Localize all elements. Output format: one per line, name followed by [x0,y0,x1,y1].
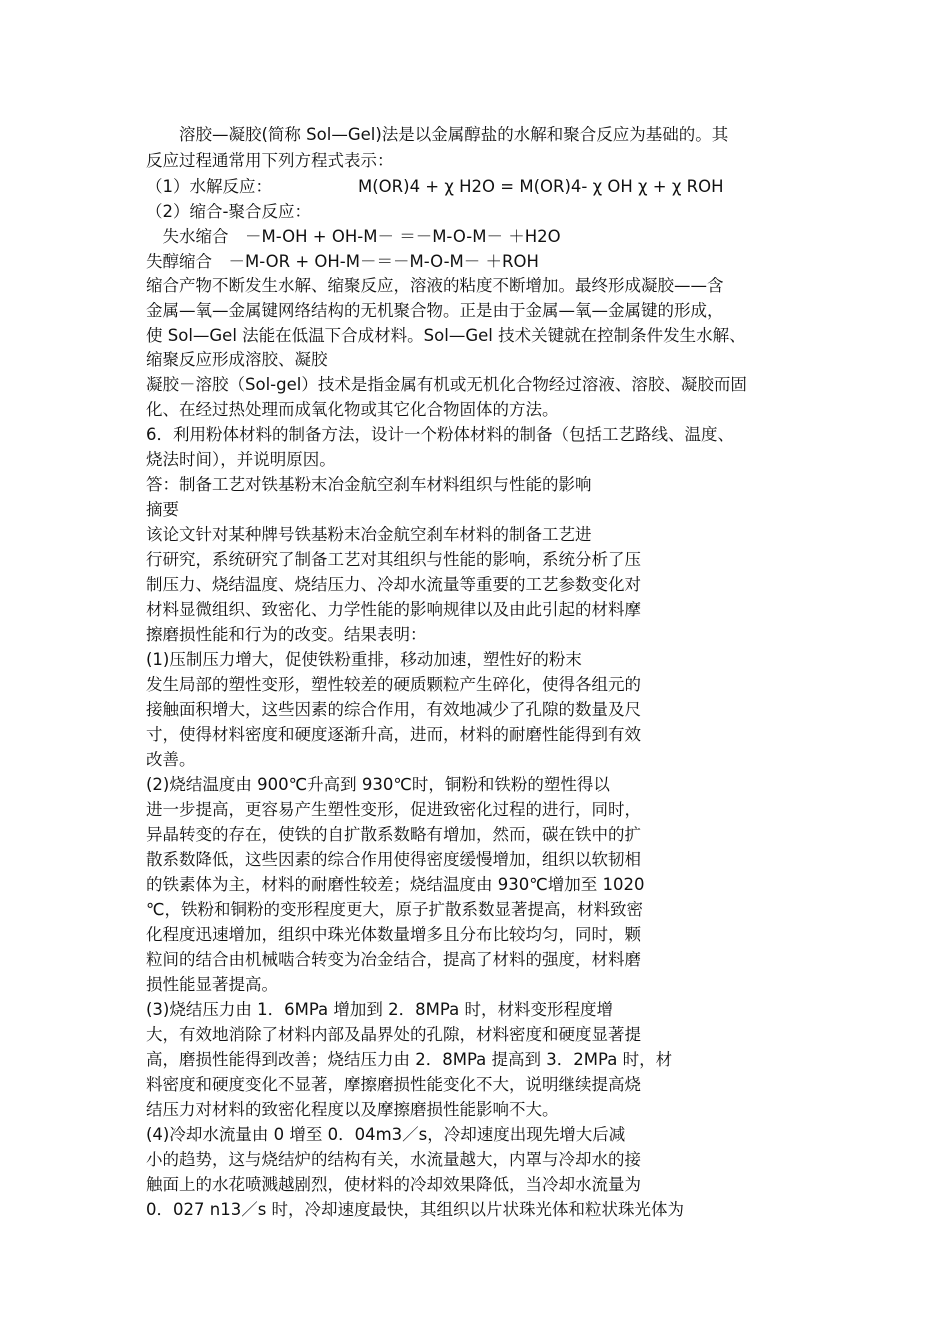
text-line: 寸，使得材料密度和硬度逐渐升高，进而，材料的耐磨性能得到有效 [146,725,641,744]
text-line: 反应过程通常用下列方程式表示： [146,151,394,170]
text-line: 擦磨损性能和行为的改变。结果表明： [146,625,427,644]
text-line: 金属—氧—金属键网络结构的无机聚合物。正是由于金属—氧—金属键的形成， [146,301,724,320]
text-line: 小的趋势，这与烧结炉的结构有关，水流量越大，内罩与冷却水的接 [146,1150,641,1169]
text-line: 该论文针对某种牌号铁基粉末冶金航空刹车材料的制备工艺进 [146,525,592,544]
text-line: 触面上的水花喷溅越剧烈，使材料的冷却效果降低，当冷却水流量为 [146,1175,641,1194]
text-line: 制压力、烧结温度、烧结压力、冷却水流量等重要的工艺参数变化对 [146,575,641,594]
text-line: 使 Sol—Gel 法能在低温下合成材料。Sol—Gel 技术关键就在控制条件发生水解、 [146,326,746,345]
equation-formula: M(OR)4 + χ H2O = M(OR)4- χ OH χ + χ ROH [358,177,724,196]
text-line: 凝胶－溶胶（Sol-gel）技术是指金属有机或无机化合物经过溶液、溶胶、凝胶而固 [146,375,747,394]
text-line: 失水缩合 －M-OH + OH-M－ ＝－M-O-M－ ＋H2O [146,227,561,246]
text-line: 接触面积增大，这些因素的综合作用，有效地减少了孔隙的数量及尺 [146,700,641,719]
text-line: 散系数降低，这些因素的综合作用使得密度缓慢增加，组织以软韧相 [146,850,641,869]
section-heading: 摘要 [146,500,179,519]
text-line: 结压力对材料的致密化程度以及摩擦磨损性能影响不大。 [146,1100,559,1119]
text-line: 溶胶—凝胶(简称 Sol—Gel)法是以金属醇盐的水解和聚合反应为基础的。其 [146,125,729,144]
text-line: 行研究，系统研究了制备工艺对其组织与性能的影响，系统分析了压 [146,550,641,569]
text-line: 6．利用粉体材料的制备方法，设计一个粉体材料的制备（包括工艺路线、温度、 [146,425,734,444]
text-line: 改善。 [146,750,196,769]
text-line: 高，磨损性能得到改善；烧结压力由 2．8MPa 提高到 3．2MPa 时，材 [146,1050,673,1069]
text-line: 材料显微组织、致密化、力学性能的影响规律以及由此引起的材料摩 [146,600,641,619]
text-line: 缩合产物不断发生水解、缩聚反应，溶液的粘度不断增加。最终形成凝胶——含 [146,276,724,295]
text-line: 损性能显著提高。 [146,975,278,994]
text-line: 化、在经过热处理而成氧化物或其它化合物固体的方法。 [146,400,559,419]
text-line: 进一步提高，更容易产生塑性变形，促进致密化过程的进行，同时， [146,800,641,819]
text-line: 料密度和硬度变化不显著，摩擦磨损性能变化不大，说明继续提高烧 [146,1075,641,1094]
text-line: 粒间的结合由机械啮合转变为冶金结合，提高了材料的强度，材料磨 [146,950,641,969]
text-line: 大，有效地消除了材料内部及晶界处的孔隙，材料密度和硬度显著提 [146,1025,641,1044]
text-line: (3)烧结压力由 1．6MPa 增加到 2．8MPa 时，材料变形程度增 [146,1000,613,1019]
text-line: 的铁素体为主，材料的耐磨性较差；烧结温度由 930℃增加至 1020 [146,875,645,894]
text-line: 发生局部的塑性变形，塑性较差的硬质颗粒产生碎化，使得各组元的 [146,675,641,694]
text-line: 异晶转变的存在，使铁的自扩散系数略有增加，然而，碳在铁中的扩 [146,825,641,844]
text-line: 0．027 n13／s 时，冷却速度最快，其组织以片状珠光体和粒状珠光体为 [146,1200,685,1219]
text-line: (4)冷却水流量由 0 增至 0．04m3／s，冷却速度出现先增大后减 [146,1125,626,1144]
equation-label: （1）水解反应： [146,177,272,196]
text-line: 烧法时间），并说明原因。 [146,450,336,469]
text-line: 化程度迅速增加，组织中珠光体数量增多且分布比较均匀，同时，颗 [146,925,641,944]
text-line: ℃，铁粉和铜粉的变形程度更大，原子扩散系数显著提高，材料致密 [146,900,644,919]
text-line: 失醇缩合 －M-OR + OH-M－＝－M-O-M－ ＋ROH [146,252,539,271]
text-line: (2)烧结温度由 900℃升高到 930℃时，铜粉和铁粉的塑性得以 [146,775,610,794]
text-line: 答：制备工艺对铁基粉末冶金航空刹车材料组织与性能的影响 [146,475,592,494]
text-line: （2）缩合-聚合反应： [146,202,311,221]
text-line: 缩聚反应形成溶胶、凝胶 [146,350,328,369]
text-line: (1)压制压力增大，促使铁粉重排，移动加速，塑性好的粉末 [146,650,582,669]
